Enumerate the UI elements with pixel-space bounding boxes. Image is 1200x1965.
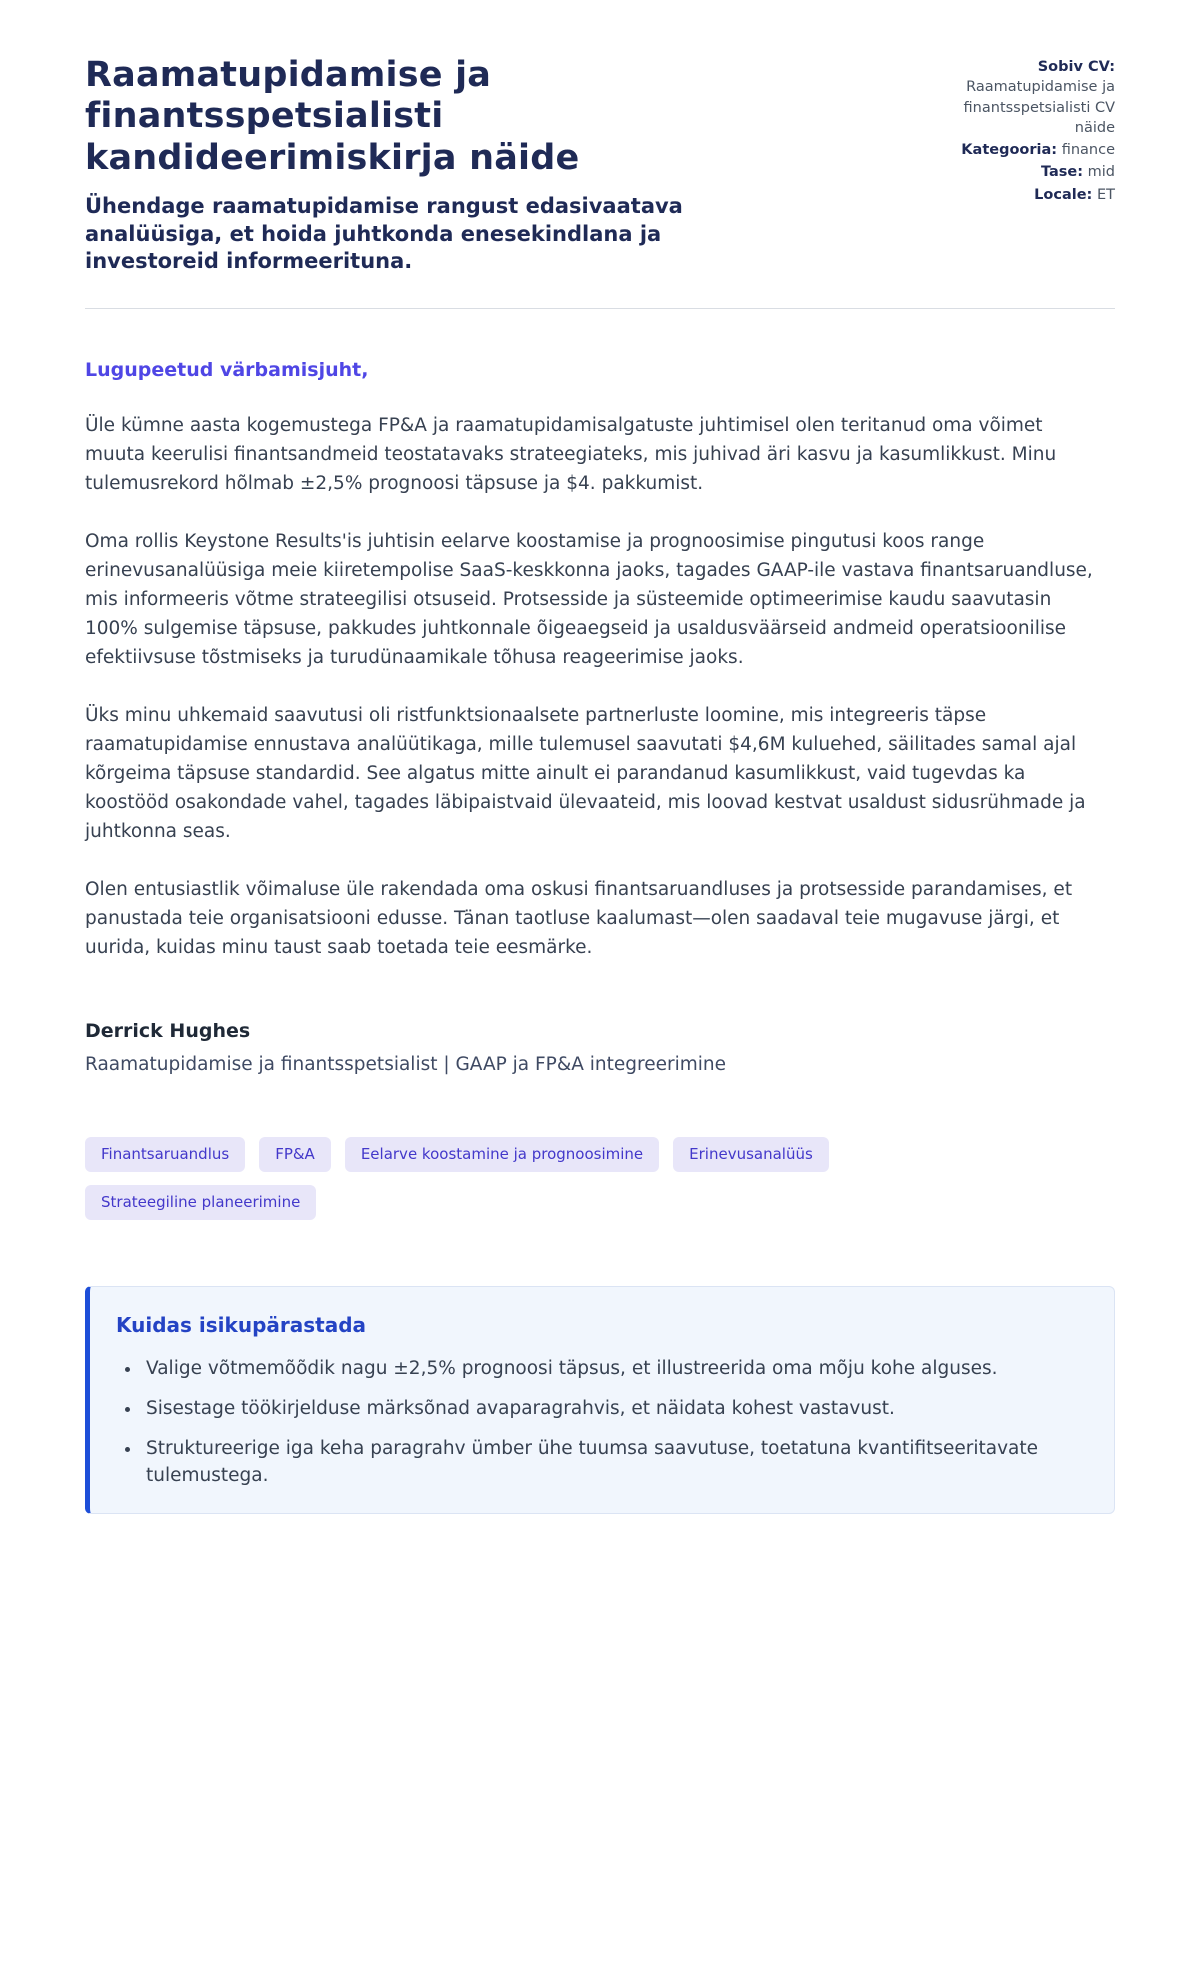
letter-greeting: Lugupeetud värbamisjuht, [85, 359, 369, 382]
letter-paragraph-1: Üle kümne aasta kogemustega FP&A ja raamatupidamisalgatuste juhtimisel olen teritanud oma võimet muuta keerulisi finantsandmeid teostatavaks strateegiateks, mis juhivad äri kasvu ja kasumlikkust. Minu tulemusrekord hõlmab ±2,5% prognoosi täpsuse ja $4. pakkumist. [85, 415, 1057, 495]
meta-locale-label: Locale: [1034, 186, 1093, 203]
meta-row-category [920, 140, 1115, 160]
meta-category-value: finance [1061, 142, 1115, 159]
letter-paragraph-4: Olen entusiastlik võimaluse üle rakendada oma oskusi finantsaruandluses ja protsesside parandamises, et panustada teie organisatsiooni edusse. Tänan taotluse kaalumast—olen saadaval teie mugavuse järgi, et uurida, kuidas minu taust saab toetada teie eesmärke. [85, 879, 1073, 959]
tips-title: Kuidas isikupärastada [116, 1313, 367, 1338]
letter-body [85, 359, 1115, 1075]
letter-paragraph-3: Üks minu uhkemaid saavutusi oli ristfunktsionaalsete partnerluste loomine, mis integreeris täpse raamatupidamise ennustava analüütikaga, mille tulemusel saavutati $4,6M kuluehed, säilitades samal ajal kõrgeima täpsuse standardid. See algatus mitte ainult ei parandanud kasumlikkust, vaid tugevdas ka koostööd osakondade vahel, tagades läbipaistvaid ülevaateid, mis loovad kestvat usaldust sidusrühmade ja juhtkonna seas. [85, 705, 1086, 843]
tips-list [142, 1355, 1084, 1489]
letter-paragraph-2: Oma rollis Keystone Results'is juhtisin eelarve koostamise ja prognoosimise pingutusi koos range erinevusanalüüsiga meie kiiretempolise SaaS-keskkonna jaoks, tagades GAAP-ile vastava finantsaruandluse, mis informeeris võtme strateegilisi otsuseid. Protsesside ja süsteemide optimeerimise kaudu saavutasin 100% sulgemise täpsuse, pakkudes juhtkonnale õigeaegseid ja usaldusväärseid andmeid operatsioonilise efektiivsuse tõstmiseks ja turudünaamikale tõhusa reageerimise jaoks. [85, 531, 1093, 669]
tip-item-3: • Struktureerige iga keha paragrahv ümber ühe tuumsa saavutuse, toetatuna kvantifitseeritavate tulemustega. [142, 1435, 1084, 1489]
tip-item-1: • Valige võtmemõõdik nagu ±2,5% prognoosi täpsus, et illustreerida oma mõju kohe alguses. [142, 1355, 1084, 1382]
meta-locale-value: ET [1096, 186, 1115, 203]
page-title: Raamatupidamise ja finantsspetsialisti kandideerimiskirja näide [85, 55, 580, 178]
meta-row-locale [920, 185, 1115, 205]
page-header [85, 55, 1115, 276]
page-subtitle: Ühendage raamatupidamise rangust edasivaatava analüüsiga, et hoida juhtkonda enesekindlana ja investoreid informeerituna. [85, 193, 683, 274]
meta-level-label: Tase: [1040, 164, 1084, 181]
signature-role: Raamatupidamise ja finantsspetsialist | GAAP ja FP&A integreerimine [85, 1054, 727, 1076]
header-title-block [85, 55, 725, 276]
meta-panel [920, 55, 1115, 207]
meta-cv-value: Raamatupidamise ja finantsspetsialisti CV näide [963, 79, 1115, 136]
tag-fpa[interactable]: FP&A [259, 1137, 331, 1172]
meta-cv-label: Sobiv CV: [1037, 59, 1115, 75]
signature-name: Derrick Hughes [85, 1020, 251, 1043]
tag-eelarve-koostamine[interactable]: Eelarve koostamine ja prognoosimine [345, 1137, 659, 1172]
meta-category-label: Kategooria: [961, 142, 1058, 159]
tip-item-2: • Sisestage töökirjelduse märksõnad avaparagrahvis, et näidata kohest vastavust. [142, 1395, 1084, 1422]
tag-erinevusanaluus[interactable]: Erinevusanalüüs [673, 1137, 829, 1172]
skill-tags [85, 1137, 945, 1220]
letter-signature [85, 1020, 1115, 1075]
tag-strateegiline-planeerimine[interactable]: Strateegiline planeerimine [85, 1185, 316, 1220]
personalization-tips-box [85, 1286, 1115, 1514]
header-divider [85, 308, 1115, 309]
meta-row-level [920, 162, 1115, 182]
tag-finantsaruandlus[interactable]: Finantsaruandlus [85, 1137, 245, 1172]
meta-row-cv [920, 57, 1115, 138]
meta-level-value: mid [1087, 164, 1115, 181]
